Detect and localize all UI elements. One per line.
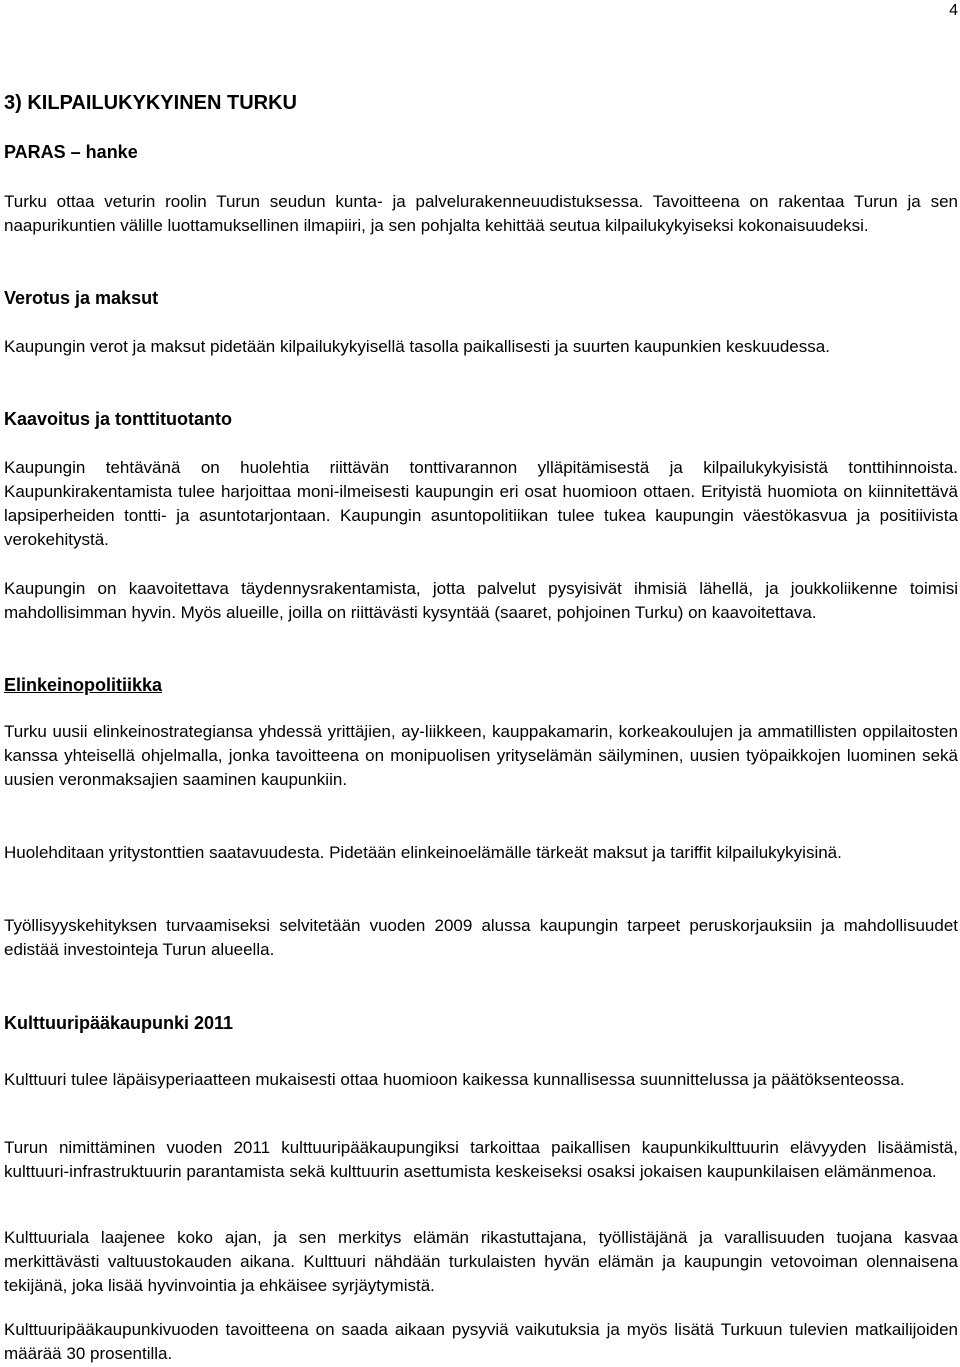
paragraph-paras-1: Turku ottaa veturin roolin Turun seudun kunta- ja palvelurakenneuudistuksessa. Tavoitteena on rakentaa Turun ja sen naapurikuntien välille luottamuksellinen ilmapiiri, ja sen pohjalta kehittää seutua kilpailukykyiseksi kokonaisuudeksi. [4, 192, 958, 235]
heading-verotus: Verotus ja maksut [4, 288, 159, 308]
paragraph-kulttuuri-4: Kulttuuripääkaupunkivuoden tavoitteena on saada aikaan pysyviä vaikutuksia ja myös lisätä Turkuun tulevien matkailijoiden määrää 30 prosentilla. [4, 1320, 958, 1363]
paragraph-kulttuuri-1: Kulttuuri tulee läpäisyperiaatteen mukaisesti ottaa huomioon kaikessa kunnallisessa suunnittelussa ja päätöksenteossa. [4, 1070, 905, 1089]
paragraph-elinkeino-3: Työllisyyskehityksen turvaamiseksi selvitetään vuoden 2009 alussa kaupungin tarpeet peruskorjauksiin ja mahdollisuudet edistää investointeja Turun alueella. [4, 916, 958, 959]
paragraph-elinkeino-1: Turku uusii elinkeinostrategiansa yhdessä yrittäjien, ay-liikkeen, kauppakamarin, korkeakoulujen ja ammatillisten oppilaitosten kanssa yhteisellä ohjelmalla, jonka tavoitteena on monipuolisen yrityselämän säilyminen, uusien työpaikkojen luominen sekä uusien veronmaksajien saaminen kaupunkiin. [4, 722, 958, 789]
page-number: 4 [949, 2, 958, 19]
heading-elinkeinopolitiikka: Elinkeinopolitiikka [4, 675, 163, 695]
paragraph-kulttuuri-2: Turun nimittäminen vuoden 2011 kulttuuripääkaupungiksi tarkoittaa paikallisen kaupunkikulttuurin elävyyden lisäämistä, kulttuuri-infrastruktuurin parantamista sekä kulttuurin asettumista keskeiseksi osaksi jokaisen kaupunkilaisen elämänmenoa. [4, 1138, 958, 1181]
paragraph-kulttuuri-3: Kulttuuriala laajenee koko ajan, ja sen merkitys elämän rikastuttajana, työllistäjänä ja varallisuuden tuojana kasvaa merkittävästi valtuustokauden aikana. Kulttuuri nähdään turkulaisten hyvän elämän ja kaupungin vetovoiman olennaisena tekijänä, joka lisää hyvinvointia ja ehkäisee syrjäytymistä. [4, 1228, 958, 1295]
paragraph-verotus-1: Kaupungin verot ja maksut pidetään kilpailukykyisellä tasolla paikallisesti ja suurten kaupunkien keskuudessa. [4, 337, 830, 356]
heading-paras-hanke: PARAS – hanke [4, 142, 138, 162]
section-title: 3) KILPAILUKYKYINEN TURKU [4, 92, 297, 114]
paragraph-kaavoitus-2: Kaupungin on kaavoitettava täydennysrakentamista, jotta palvelut pysyisivät ihmisiä lähellä, ja joukkoliikenne toimisi mahdollisimman hyvin. Myös alueille, joilla on riittävästi kysyntää (saaret, pohjoinen Turku) on kaavoitettava. [4, 579, 958, 622]
paragraph-elinkeino-2: Huolehditaan yritystonttien saatavuudesta. Pidetään elinkeinoelämälle tärkeät maksut ja tariffit kilpailukykyisinä. [4, 843, 842, 862]
paragraph-kaavoitus-1: Kaupungin tehtävänä on huolehtia riittävän tonttivarannon ylläpitämisestä ja kilpailukykyisistä tonttihinnoista. Kaupunkirakentamista tulee harjoittaa moni-ilmeisesti kaupungin eri osat huomioon ottaen. Erityistä huomiota on kiinnitettävä lapsiperheiden tontti- ja asuntotarjontaan. Kaupungin asuntopolitiikan tulee tukea kaupungin väestökasvua ja positiivista verokehitystä. [4, 458, 958, 549]
heading-kaavoitus: Kaavoitus ja tonttituotanto [4, 409, 232, 429]
heading-kulttuuripaakaupunki: Kulttuuripääkaupunki 2011 [4, 1013, 234, 1033]
